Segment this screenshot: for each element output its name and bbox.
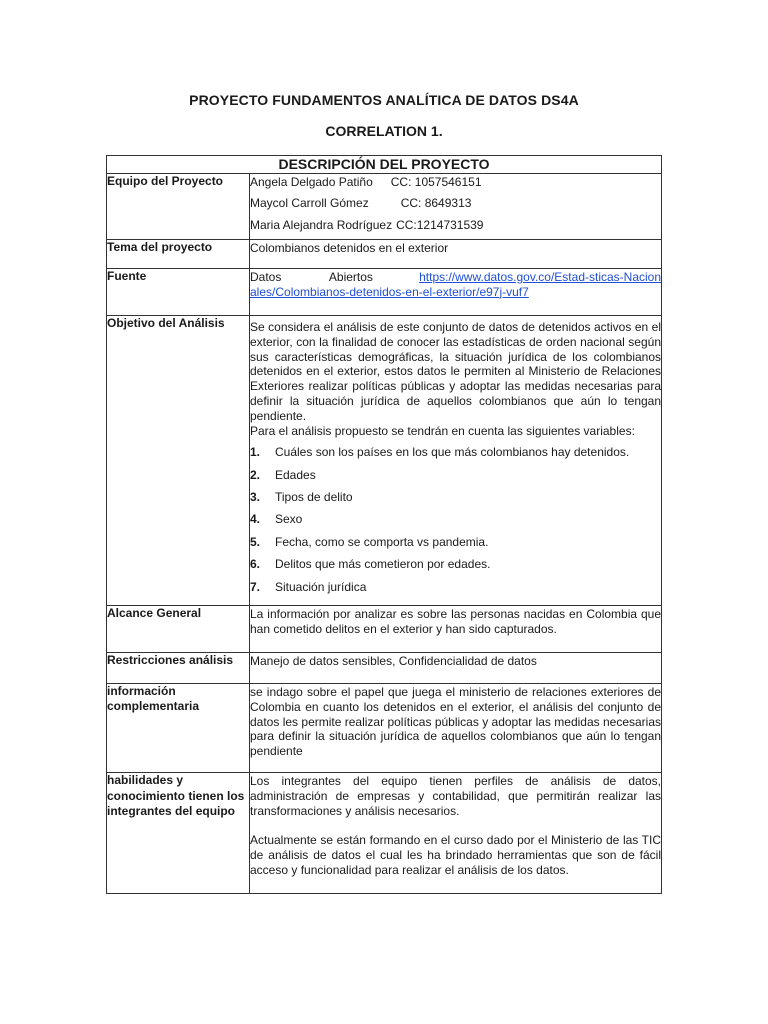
row-label-habilidades: habilidades y conocimiento tienen los integrantes del equipo (107, 773, 250, 894)
tema-value: Colombianos detenidos en el exterior (250, 240, 662, 269)
list-item: 1. Cuáles son los países en los que más colombianos hay detenidos. (250, 445, 630, 460)
informacion-value: se indago sobre el papel que juega el ministerio de relaciones exteriores de Colombia en cuanto los detenidos en el exterior, el análisis del conjunto de datos les permite realizar políticas públicas y adoptar las medidas necesarias para definir la situación jurídica de aquellos colombianos que aún lo tengan pendiente (250, 684, 662, 773)
document-subtitle: CORRELATION 1. (325, 123, 443, 139)
document-title: PROYECTO FUNDAMENTOS ANALÍTICA DE DATOS DS4A (189, 92, 579, 108)
alcance-value: La información por analizar es sobre las personas nacidas en Colombia que han cometido delitos en el exterior y han sido capturados. (250, 606, 662, 653)
habilidades-paragraph-1: Los integrantes del equipo tienen perfiles de análisis de datos, administración de empresas y contabilidad, que permitirán realizar las transformaciones y análisis necesarios. (250, 774, 662, 818)
list-item: 4. Sexo (250, 512, 303, 527)
row-label-restricciones: Restricciones análisis (107, 653, 250, 684)
variables-list (250, 441, 661, 598)
objetivo-paragraph: Se considera el análisis de este conjunto de datos de detenidos activos en el exterior, con la finalidad de conocer las estadísticas de orden nacional según sus características demográficas, la situación jurídica de los colombianos detenidos en el exterior, estos datos le permiten al Ministerio de Relaciones Exteriores realizar políticas públicas y adoptar las medidas necesarias para definir la situación jurídica de aquellos colombianos que aún lo tengan pendiente. (250, 320, 662, 423)
fuente-prefix: Datos Abiertos (250, 270, 373, 284)
team-members (250, 174, 662, 240)
objetivo-intro: Para el análisis propuesto se tendrán en cuenta las siguientes variables: (250, 423, 635, 438)
objetivo-value (250, 316, 662, 606)
fuente-value (250, 269, 662, 316)
list-item: 3. Tipos de delito (250, 489, 353, 504)
row-label-objetivo: Objetivo del Análisis (107, 316, 250, 606)
row-label-tema: Tema del proyecto (107, 240, 250, 269)
list-item: 5. Fecha, como se comporta vs pandemia. (250, 534, 489, 549)
list-item: 6. Delitos que más cometieron por edades. (250, 557, 491, 572)
dataset-link[interactable]: https://www.datos.gov.co/Estad-sticas-Nacionales/Colombianos-detenidos-en-el-exterior/e97j-vuf7 (250, 270, 662, 299)
row-label-informacion: información complementaria (107, 684, 250, 773)
row-label-fuente: Fuente (107, 269, 250, 316)
row-label-alcance: Alcance General (107, 606, 250, 653)
list-item: 7. Situación jurídica (250, 579, 367, 594)
table-header: DESCRIPCIÓN DEL PROYECTO (107, 156, 662, 174)
list-item: 2. Edades (250, 467, 316, 482)
habilidades-paragraph-2: Actualmente se están formando en el curso dado por el Ministerio de las TIC de análisis de datos el cual les ha brindado herramientas que son de fácil acceso y funcionalidad para realizar el análisis de los datos. (250, 833, 662, 877)
team-member: Maycol Carroll Gómez CC: 8649313 (250, 196, 472, 210)
restricciones-value: Manejo de datos sensibles, Confidencialidad de datos (250, 653, 662, 684)
team-member: Angela Delgado Patiño CC: 1057546151 (250, 175, 482, 189)
row-label-equipo: Equipo del Proyecto (107, 174, 250, 240)
project-description-table (106, 155, 662, 894)
habilidades-value (250, 773, 662, 894)
team-member: Maria Alejandra Rodríguez CC:1214731539 (250, 218, 484, 232)
